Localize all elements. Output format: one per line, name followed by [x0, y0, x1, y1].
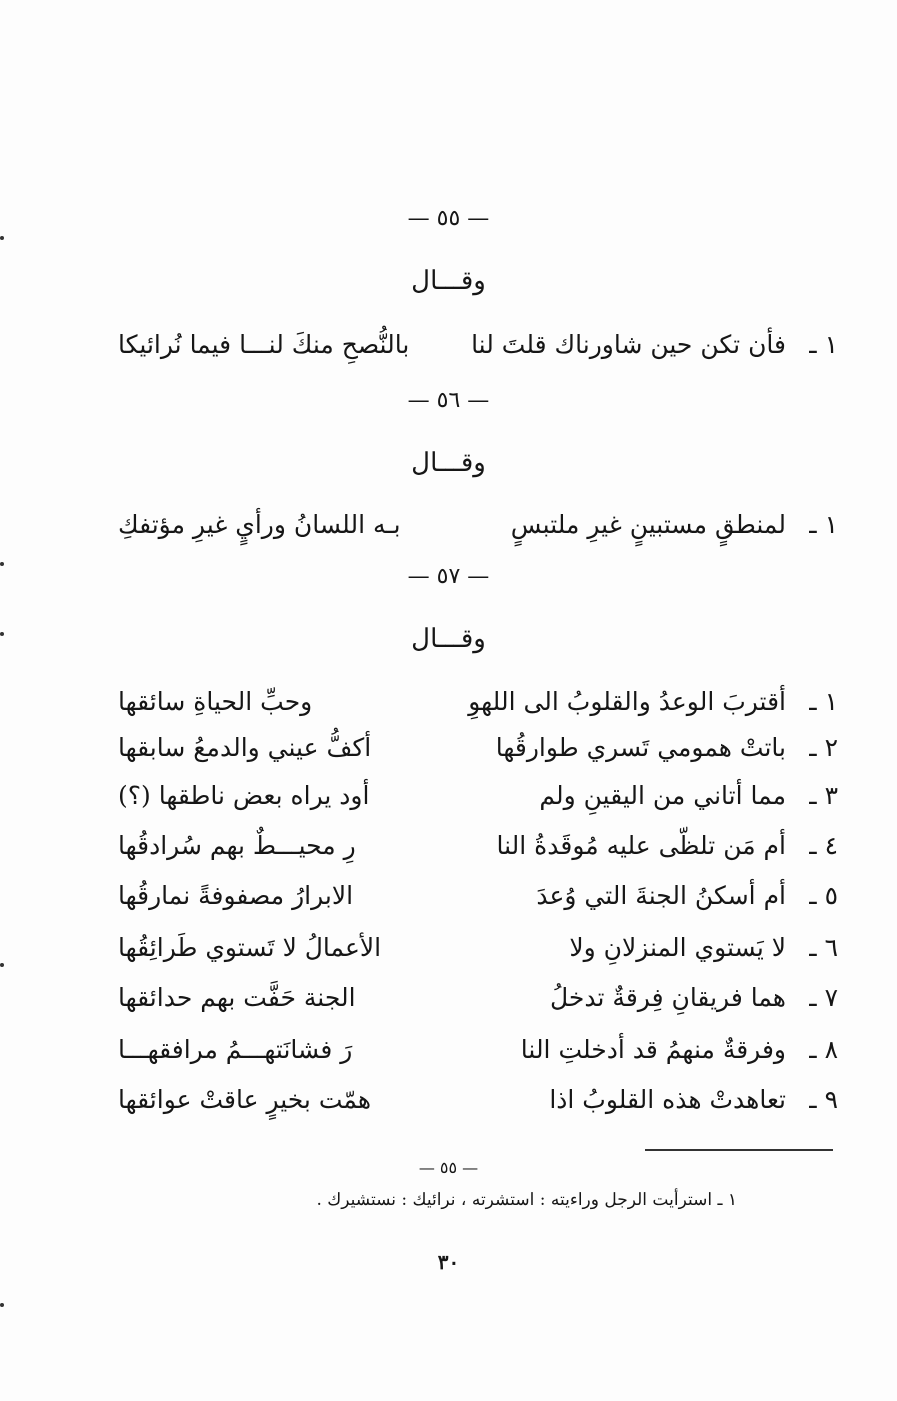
footnote-poem-number: — ٥٥ —	[418, 1158, 479, 1177]
verse-second-hemistich: بالنُّصحِ منكَ لنـــا فيما نُرائيكا	[118, 330, 410, 359]
verse-line	[118, 1080, 838, 1120]
verse-first-hemistich: هما فريقانِ فِرقةٌ تدخلُ	[550, 983, 786, 1012]
verse-number: ١ ـ	[809, 330, 838, 359]
verse-line	[118, 876, 838, 916]
verse-line	[118, 776, 838, 816]
verse-first-hemistich: أم مَن تلظّى عليه مُوقَدةُ النا	[496, 831, 786, 860]
verse-number: ٥ ـ	[809, 881, 838, 910]
poem-heading: وقـــال	[411, 448, 486, 478]
verse-line	[118, 1030, 838, 1070]
verse-line	[118, 325, 838, 365]
verse-number: ٤ ـ	[809, 831, 838, 860]
verse-first-hemistich: وفرقةٌ منهمُ قد أدخلتِ النا	[520, 1035, 786, 1064]
poem-number: — ٥٥ —	[407, 206, 490, 231]
verse-number: ٢ ـ	[809, 733, 838, 762]
verse-second-hemistich: وحبِّ الحياةِ سائقها	[118, 687, 313, 716]
poem-number: — ٥٦ —	[407, 388, 490, 413]
poem-heading: وقـــال	[411, 266, 486, 296]
verse-second-hemistich: أكفُّ عيني والدمعُ سابقها	[118, 733, 372, 762]
verse-number: ٧ ـ	[809, 983, 838, 1012]
verse-second-hemistich: أود يراه بعض ناطقها (؟)	[118, 781, 370, 810]
verse-line	[118, 826, 838, 866]
scan-mark	[0, 1303, 4, 1307]
verse-second-hemistich: الجنة حَفَّت بهم حدائقها	[118, 983, 356, 1012]
verse-second-hemistich: الأعمالُ لا تَستوي طَرائِقُها	[118, 933, 382, 962]
verse-first-hemistich: تعاهدتْ هذه القلوبُ اذا	[549, 1085, 786, 1114]
footnote-text: ١ ـ استرأيت الرجل وراءيته : استشرته ، نرائيك : نستشيرك .	[316, 1190, 737, 1210]
verse-first-hemistich: لا يَستوي المنزلانِ ولا	[569, 933, 786, 962]
verse-number: ٦ ـ	[809, 933, 838, 962]
verse-second-hemistich: بـه اللسانُ ورأيٍ غيرِ مؤتفكِ	[118, 510, 401, 539]
scan-mark	[0, 236, 4, 240]
scan-mark	[0, 632, 4, 636]
verse-number: ١ ـ	[809, 510, 838, 539]
verse-line	[118, 978, 838, 1018]
verse-first-hemistich: لمنطقٍ مستبينٍ غيرِ ملتبسٍ	[510, 510, 786, 539]
scan-mark	[0, 562, 4, 566]
page-number: ٣٠	[437, 1250, 460, 1274]
verse-first-hemistich: مما أتاني من اليقينِ ولم	[539, 781, 786, 810]
verse-line	[118, 505, 838, 545]
verse-line	[118, 682, 838, 722]
verse-line	[118, 928, 838, 968]
verse-second-hemistich: همّت بخيرٍ عاقتْ عوائقها	[118, 1085, 372, 1114]
verse-first-hemistich: أم أسكنُ الجنةَ التي وُعدَ	[536, 881, 786, 910]
verse-number: ٨ ـ	[809, 1035, 838, 1064]
poem-number: — ٥٧ —	[407, 564, 490, 589]
scan-mark	[0, 963, 4, 967]
verse-line	[118, 728, 838, 768]
verse-first-hemistich: أقتربَ الوعدُ والقلوبُ الى اللهوِ	[468, 687, 786, 716]
verse-second-hemistich: الابرارُ مصفوفةً نمارقُها	[118, 881, 354, 910]
verse-number: ١ ـ	[809, 687, 838, 716]
verse-second-hemistich: رَ فشانَتهـــمُ مرافقهـــا	[118, 1035, 353, 1064]
verse-number: ٣ ـ	[809, 781, 838, 810]
verse-first-hemistich: فأن تكن حين شاورناك قلتَ لنا	[471, 330, 786, 359]
verse-second-hemistich: رِ محيـــطٌ بهم سُرادقُها	[118, 831, 356, 860]
footnote-divider	[645, 1149, 833, 1151]
verse-number: ٩ ـ	[809, 1085, 838, 1114]
poem-heading: وقـــال	[411, 624, 486, 654]
verse-first-hemistich: باتتْ همومي تَسري طوارقُها	[495, 733, 786, 762]
